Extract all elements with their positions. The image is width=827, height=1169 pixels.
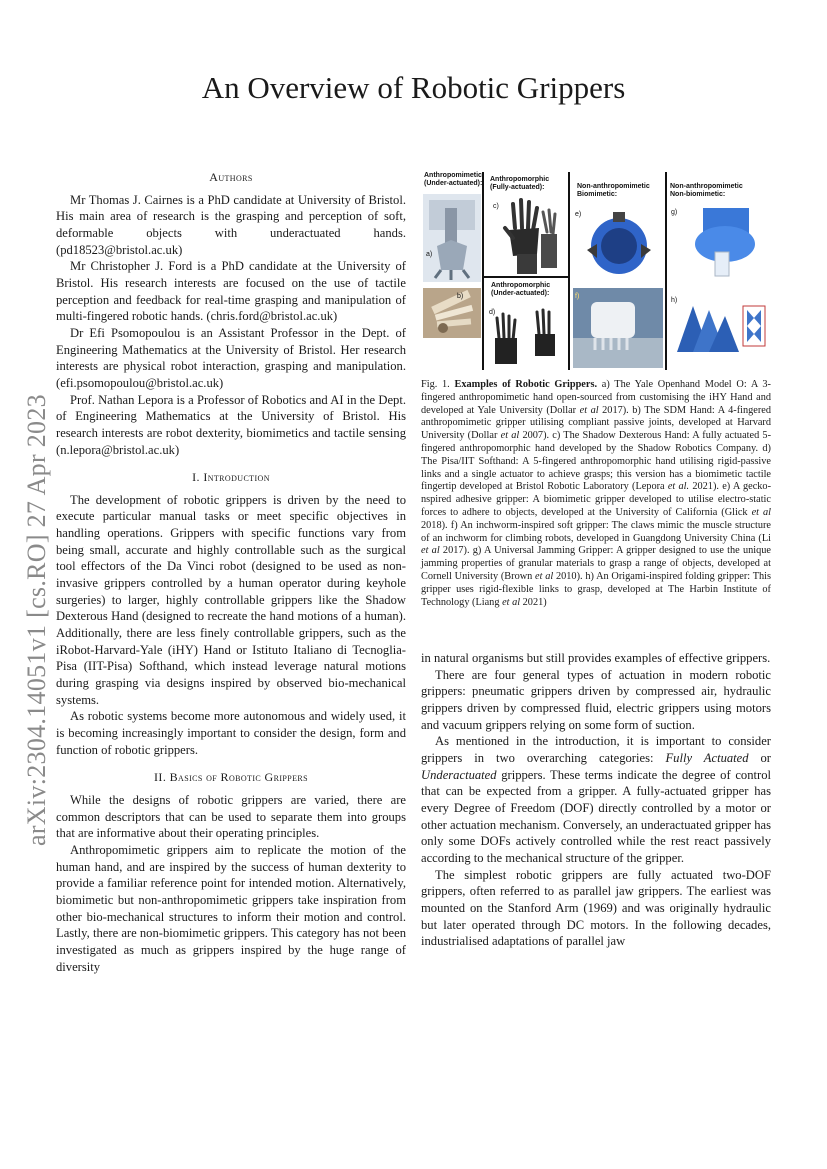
paragraph-text: grippers. These terms indicate the degree of control that can be expected from a gripper. A fully-actuated gripper has every Degree of Freedom (DOF) directly controlled by a motor or other actuation mechanism. Conversely, an underactuated gripper has only some DOFs actively controlled while the rest react passively according to the mechanical structure of the gripper.: [421, 767, 771, 865]
caption-text: 2017). g) A Universal Jamming Gripper: A gripper designed to use the unique jamming properties of granular materials to grasp a range of objects, developed at Cornell University (Brown: [421, 545, 771, 582]
caption-text: 2007). c) The Shadow Dexterous Hand: A fully actuated 5-fingered anthropomorphic hand developed by the Shadow Robotics Company. d) The Pisa/IIT Softhand: A 5-fingered anthropomorphic hand utilising rigid-passive links and a single actuator to achieve grasps; this version has a biomimetic tactile fingertip developed at Bristol Robotic Laboratory (Lepora: [421, 430, 772, 493]
actuation-paragraph: There are four general types of actuation in modern robotic grippers: pneumatic grippers driven by compressed air, hydraulic grippers driven by compressed fluid, electric grippers using motors and vacuum grippers relying on some form of suction.: [421, 667, 771, 732]
left-column: [56, 165, 406, 975]
section-2-title: Basics of Robotic Grippers: [169, 770, 308, 785]
figure-divider: [665, 172, 667, 370]
caption-et-al: et al.: [667, 481, 690, 493]
right-column: [421, 650, 771, 950]
caption-et-al: et al: [751, 506, 772, 518]
panel-letter-g: g): [671, 209, 678, 216]
panel-d-pisa-softhand-image: [487, 304, 567, 368]
caption-prefix: Fig. 1.: [421, 379, 450, 390]
panel-h-origami-gripper-image: [669, 292, 769, 368]
section-1-title: Introduction: [203, 470, 270, 485]
panel-letter-e: e): [575, 211, 582, 218]
caption-et-al: et al: [579, 404, 599, 416]
panel-letter-a: a): [426, 251, 433, 258]
basics-paragraph-2: Anthropomimetic grippers aim to replicate the motion of the human hand, and are inspired by the success of human dexterity to provide a familiar reference point for intended motion. Alternatively, biomimetic but non-anthropomimetic grippers take inspiration from other bio-mechanical structures to inform their motion and control. Lastly, there are non-biomimetic grippers. This category has not been investigated as much as grippers inspired by the huge range of diversity: [56, 842, 406, 974]
panel-letter-d: d): [489, 309, 496, 316]
author-bio-lepora: Prof. Nathan Lepora is a Professor of Robotics and AI in the Dept. of Engineering Mathematics at the University of Bristol. His research interests are robot dexterity, biomimetics and tactile sensing (n.lepora@bristol.ac.uk): [56, 392, 406, 457]
panel-b-sdm-hand-image: [423, 288, 481, 338]
term-underactuated: Underactuated: [421, 767, 497, 782]
figure-divider: [484, 276, 568, 278]
caption-text: 2021): [520, 596, 547, 608]
caption-et-al: et al: [535, 570, 554, 582]
figure-label-anthropomimetic-under: Anthropomimetic (Under-actuated):: [424, 172, 483, 187]
figure-1-caption: [421, 379, 771, 609]
panel-c-shadow-hand-image: [491, 198, 565, 274]
intro-paragraph-2: As robotic systems become more autonomous and widely used, it is becoming increasingly important to consider the design, form and function of robotic grippers.: [56, 709, 406, 757]
section-1-number: I.: [192, 470, 200, 485]
author-bio-ford: Mr Christopher J. Ford is a PhD candidate at the University of Bristol. His research interests are focused on the use of tactile perception and feedback for real-time grasping and manipulation of multi-fingered robotic hands. (chris.ford@bristol.ac.uk): [56, 259, 406, 324]
panel-letter-h: h): [671, 297, 678, 304]
panel-letter-c: c): [493, 203, 499, 210]
continuation-paragraph: in natural organisms but still provides examples of effective grippers.: [421, 651, 771, 665]
caption-et-al: et al: [502, 596, 521, 608]
panel-e-gecko-gripper-image: [573, 204, 663, 284]
panel-letter-f: f): [575, 293, 580, 300]
panel-f-inchworm-gripper-image: [573, 288, 663, 368]
figure-divider: [482, 172, 484, 370]
caption-text: 2021). e) A gecko-nspired adhesive gripper: A biomimetic gripper developed to utilise electro-static forces to adhere to objects, developed at the University of California (Glick: [421, 481, 771, 518]
caption-text: 2010). h) An Origami-inspired folding gripper: This gripper uses rigid-flexible links to grasp, developed at The Harbin Institute of Technology (Liang: [421, 570, 771, 608]
panel-letter-b: b): [457, 293, 464, 300]
term-fully-actuated: Fully Actuated: [665, 750, 749, 765]
caption-et-al: et al: [500, 430, 520, 442]
caption-text: 2018). f) An inchworm-inspired soft gripper: The claws mimic the muscle structure of an inchworm for climbing robots, developed in Guangdong University China (Li: [421, 519, 771, 544]
caption-text: 2017). b) The SDM Hand: A 4-fingered anthropomimetic gripper utilising compliant passive joints, developed at Harvard University (Dollar: [421, 404, 772, 442]
figure-divider: [568, 172, 570, 370]
section-2-heading: [56, 769, 406, 786]
basics-paragraph-1: While the designs of robotic grippers are varied, there are common descriptors that can be used to separate them into groups that are informative about their operating principles.: [56, 792, 406, 841]
caption-text: a) The Yale Openhand Model O: A 3-fingered anthropomimetic hand open-sourced from customising the iHY Hand and developed at Yale University (Dollar: [421, 379, 771, 416]
figure-1: [421, 172, 771, 370]
paragraph-text: or: [748, 750, 772, 765]
paper-title: An Overview of Robotic Grippers: [201, 70, 626, 105]
figure-label-anthropomorphic-under: Anthropomorphic (Under-actuated):: [491, 282, 551, 297]
panel-g-jamming-gripper-image: [669, 204, 769, 280]
author-bio-cairnes: Mr Thomas J. Cairnes is a PhD candidate at University of Bristol. His main area of research is the grasping and perception of soft, deformable objects with underactuated hands. (pd18523@bristol.ac.uk): [56, 192, 406, 257]
actuation-categories-paragraph: [421, 733, 771, 866]
paragraph-text: As mentioned in the introduction, it is important to consider grippers in two overarching categories:: [421, 734, 771, 765]
author-bio-psomopoulou: Dr Efi Psomopoulou is an Assistant Professor in the Dept. of Engineering Mathematics at the University of Bristol. Her research interests are physical robot interaction, grasping and manipulation. (efi.psomopoulou@bristol.ac.uk): [56, 325, 406, 390]
panel-a-yale-openhand-image: [423, 194, 481, 282]
parallel-jaw-paragraph: The simplest robotic grippers are fully actuated two-DOF grippers, often referred to as parallel jaw grippers. The earliest was mounted on the Stanford Arm (1969) and was originally hydraulic but later operated through DC motors. In the following decades, industrialised adaptations of parallel jaw: [421, 867, 771, 949]
authors-heading: Authors: [209, 170, 253, 184]
figure-label-nonanthro-biomimetic: Non-anthropomimetic Biomimetic:: [577, 183, 650, 198]
figure-label-anthropomorphic-fully: Anthropomorphic (Fully-actuated):: [490, 176, 550, 191]
section-2-number: II.: [154, 770, 167, 785]
figure-label-nonanthro-nonbiomimetic: Non-anthropomimetic Non-biomimetic:: [670, 183, 743, 198]
arxiv-stamp: arXiv:2304.14051v1 [cs.RO] 27 Apr 2023: [22, 394, 51, 846]
caption-title: Examples of Robotic Grippers.: [454, 379, 598, 390]
intro-paragraph-1: The development of robotic grippers is driven by the need to execute particular manual tasks or meet specific objectives in handling operations. Grippers with specific functions vary from being small, accurate and highly controllable such as the surgical tool effectors of the Da Vinci robot (designed to be used as non-invasive grippers controlled by a human operator during keyhole surgeries) to larger, highly controllable grippers like the Shadow Dexterous Hand (designed to recreate the hand motions of a human). Additionally, there are less finely controllable grippers, such as the iRobot-Harvard-Yale (iHY) Hand or Istituto Italiano di Tecnoglia-Pisa (IIT-Pisa) Softhand, which instead leverage natural motions during grasping via designs inspired by observed bio-mechanical systems.: [56, 492, 406, 707]
caption-et-al: et al: [421, 545, 440, 557]
section-1-heading: [56, 469, 406, 486]
